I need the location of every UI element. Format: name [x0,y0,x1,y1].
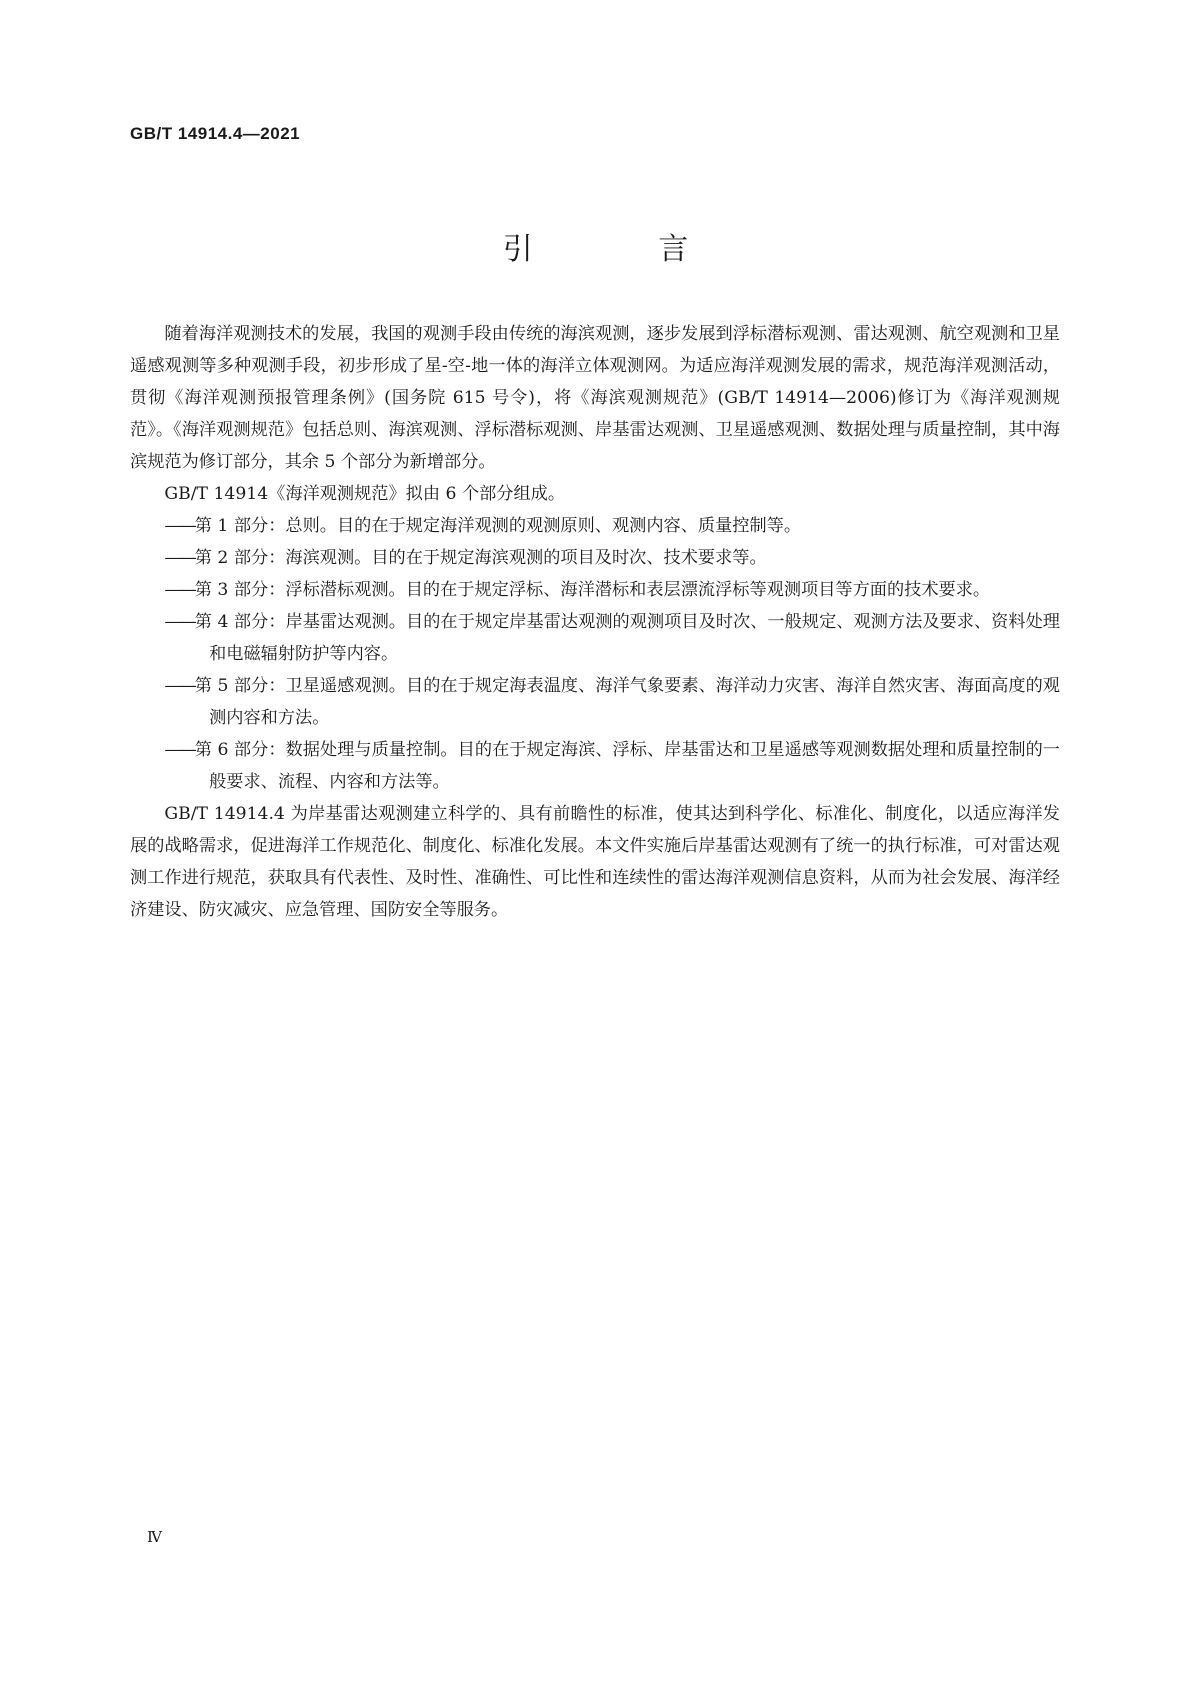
list-item [164,734,1060,798]
intro-paragraph: 随着海洋观测技术的发展，我国的观测手段由传统的海滨观测，逐步发展到浮标潜标观测、雷达观测、航空观测和卫星遥感观测等多种观测手段，初步形成了星-空-地一体的海洋立体观测网。为适应海洋观测发展的需求，规范海洋观测活动，贯彻《海洋观测预报管理条例》(国务院 615 号令)，将《海滨观测规范》(GB/T 14914—2006)修订为《海洋观测规范》。《海洋观测规范》包括总则、海滨观测、浮标潜标观测、岸基雷达观测、卫星遥感观测、数据处理与质量控制，其中海滨规范为修订部分，其余 5 个部分为新增部分。 [130,324,1060,472]
list-item-text: 第 4 部分：岸基雷达观测。目的在于规定岸基雷达观测的观测项目及时次、一般规定、观测方法及要求、资料处理和电磁辐射防护等内容。 [194,612,1060,664]
parts-list [130,510,1060,798]
list-dash: —— [164,612,195,632]
list-dash: —— [164,580,195,600]
list-item [164,542,1060,574]
list-item [164,670,1060,734]
page-number: Ⅳ [147,1528,162,1546]
list-dash: —— [164,548,195,568]
list-dash: —— [164,516,195,536]
document-body [130,318,1060,926]
list-item [164,606,1060,670]
list-dash: —— [164,740,195,760]
list-item-text: 第 6 部分：数据处理与质量控制。目的在于规定海滨、浮标、岸基雷达和卫星遥感等观测数据处理和质量控制的一般要求、流程、内容和方法等。 [194,740,1060,792]
closing-paragraph: GB/T 14914.4 为岸基雷达观测建立科学的、具有前瞻性的标准，使其达到科学化、标准化、制度化，以适应海洋发展的战略需求，促进海洋工作规范化、制度化、标准化发展。本文件实施后岸基雷达观测有了统一的执行标准，可对雷达观测工作进行规范，获取具有代表性、及时性、准确性、可比性和连续性的雷达海洋观测信息资料，从而为社会发展、海洋经济建设、防灾减灾、应急管理、国防安全等服务。 [130,804,1060,920]
list-dash: —— [164,676,195,696]
list-item-text: 第 1 部分：总则。目的在于规定海洋观测的观测原则、观测内容、质量控制等。 [194,516,802,536]
list-item-text: 第 5 部分：卫星遥感观测。目的在于规定海表温度、海洋气象要素、海洋动力灾害、海洋自然灾害、海面高度的观测内容和方法。 [194,676,1060,728]
parts-intro-paragraph: GB/T 14914《海洋观测规范》拟由 6 个部分组成。 [164,484,566,504]
list-item [164,510,1060,542]
page-title: 引 言 [502,232,747,267]
list-item-text: 第 3 部分：浮标潜标观测。目的在于规定浮标、海洋潜标和表层漂流浮标等观测项目等方面的技术要求。 [194,580,991,600]
list-item [164,574,1060,606]
list-item-text: 第 2 部分：海滨观测。目的在于规定海滨观测的项目及时次、技术要求等。 [194,548,767,568]
standard-code: GB/T 14914.4—2021 [130,124,301,143]
